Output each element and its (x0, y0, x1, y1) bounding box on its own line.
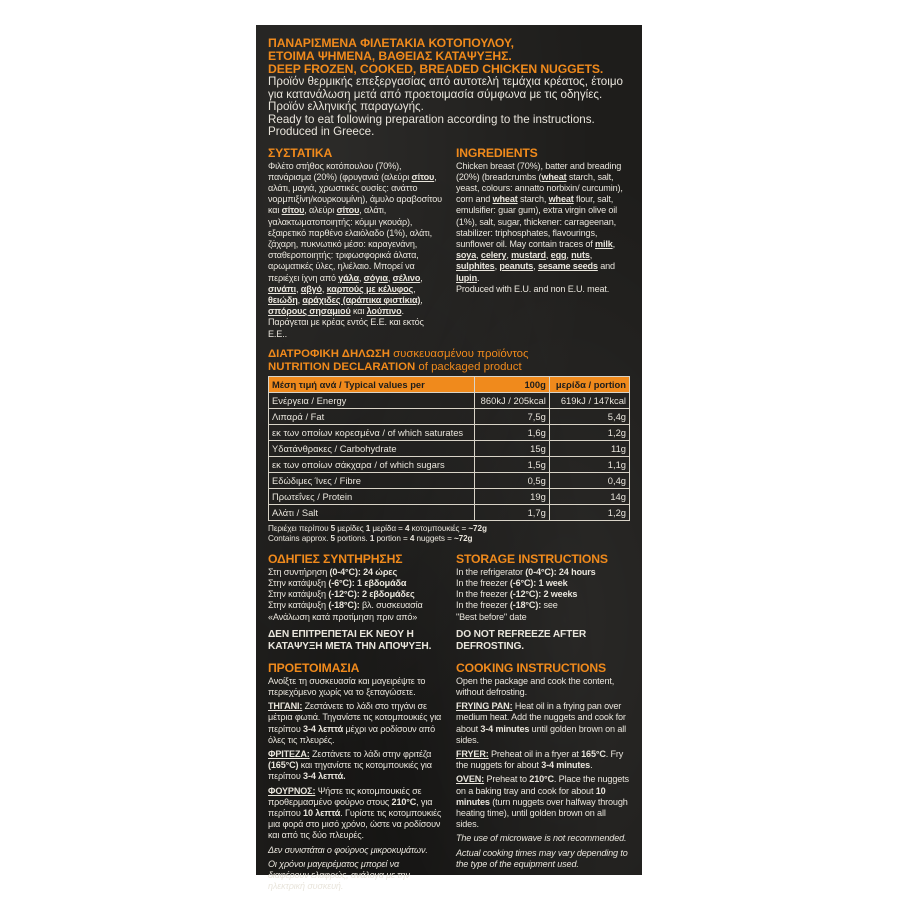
cooking-en-microwave: The use of microwave is not recommended. (456, 833, 627, 844)
intro-en-origin: Produced in Greece. (268, 125, 375, 138)
intro-en: Ready to eat following preparation according to the instructions. (268, 112, 595, 126)
value-100g: 0,5g (474, 472, 549, 488)
ingredients-en (456, 147, 630, 340)
cooking-gr-oven: ΦΟΥΡΝΟΣ: Ψήστε τις κοτομπουκιές σε προθερμασμένο φούρνο στους 210°C, για περίπου 10 λεπτά. Γυρίστε τις κοτομπουκιές μια φορά στο μισό χρόνο, ώστε να ροδίσουν και από τις δύο πλευρές. (268, 785, 442, 841)
value-100g: 1,6g (474, 424, 549, 440)
nutrition-row (269, 392, 630, 408)
storage-en-line: In the freezer (-18°C): see (456, 600, 558, 611)
storage-gr-line: «Ανάλωση κατά προτίμηση πριν από» (268, 611, 418, 622)
nutrient-label: εκ των οποίων σάκχαρα / of which sugars (269, 456, 475, 472)
nutrition-row (269, 504, 630, 520)
nutrition-row (269, 424, 630, 440)
cooking-en-pan: FRYING PAN: Heat oil in a frying pan over medium heat. Add the nuggets and cook for about 3-4 minutes until golden brown on all sides. (456, 701, 626, 745)
refreeze-warning-gr: ΔΕΝ ΕΠΙΤΡΕΠΕΤΑΙ ΕΚ ΝΕΟΥ Η ΚΑΤΑΨΥΞΗ ΜΕΤΑ ΤΗΝ ΑΠΟΨΥΞΗ. (268, 628, 432, 653)
storage-en-line: "Best before" date (456, 611, 527, 622)
value-portion: 0,4g (549, 472, 629, 488)
value-100g: 860kJ / 205kcal (474, 392, 549, 408)
storage-gr-heading: ΟΔΗΓΙΕΣ ΣΥΝΤΗΡΗΣΗΣ (268, 551, 403, 566)
nutrient-label: Λιπαρά / Fat (269, 408, 475, 424)
cooking-en-note: Actual cooking times may vary depending to the type of the equipment used. (456, 847, 628, 869)
ingredients-en-text: Chicken breast (70%), batter and breading (20%) (breadcrumbs (wheat starch, salt, yeast, colours: annatto norbixin/ curcumin), corn and wheat starch, wheat flour, salt, emulsifier: guar gum), extra virgin olive oil (1%), salt, sugar, thickener: carrageenan, stabilizer: triphosphates, flavourings, sunflower oil. May contain traces of milk, soya, celery, mustard, egg, nuts, sulphites, peanuts, sesame seeds and lupin. (456, 160, 623, 283)
storage-gr-line: Στην κατάψυξη (-12°C): 2 εβδομάδες (268, 589, 415, 600)
ingredients-section (268, 147, 630, 340)
nutrition-heading-gr: ΔΙΑΤΡΟΦΙΚΗ ΔΗΛΩΣΗ συσκευασμένου προϊόντος (268, 347, 529, 360)
intro-gr: Προϊόν θερμικής επεξεργασίας από αυτοτελή τεμάχια κρέατος, έτοιμο για κατανάλωση μετά από προετοιμασία σύμφωνα με τις οδηγίες. (268, 75, 623, 101)
storage-gr-line: Στην κατάψυξη (-6°C): 1 εβδομάδα (268, 577, 407, 588)
storage-en-line: In the freezer (-12°C): 2 weeks (456, 589, 578, 600)
storage-en-line: In the refrigerator (0-4°C): 24 hours (456, 566, 596, 577)
cooking-gr-note: Οι χρόνοι μαγειρέματος μπορεί να διαφέρουν ελαφρώς, ανάλογα με την ηλεκτρική συσκευή. (268, 858, 410, 892)
storage-section (268, 553, 630, 654)
nutrition-heading-en: NUTRITION DECLARATION of packaged product (268, 360, 522, 373)
portions-gr: Περιέχει περίπου 5 μερίδες 1 μερίδα = 4 κοτομπουκιές = ~72g (268, 523, 487, 533)
cooking-gr (268, 662, 442, 893)
intro-gr-origin: Προϊόν ελληνικής παραγωγής. (268, 100, 424, 113)
col-portion: μερίδα / portion (549, 376, 629, 392)
value-portion: 11g (549, 440, 629, 456)
ingredients-gr-text: Φιλέτο στήθος κοτόπουλου (70%), πανάρισμα (20%) (φρυγανιά (αλεύρι σίτου, αλάτι, μαγιά, χρωστικές ουσίες: ανάττο νορμπιξίνη/κουρκουμίνη), άμυλο αραβοσίτου και σίτου, αλεύρι σίτου, αλάτι, γαλακτωματοποιητής: κόμμι γκουάρ), εξαιρετικό παρθένο ελαιόλαδο (1%), αλάτι, ζάχαρη, πυκνωτικό μέσο: καραγενάνη, σταθεροποιητής: τριφωσφορικά άλατα, αρωματικές ύλες, ηλιέλαιο. Μπορεί να περιέχει ίχνη από γάλα, σόγια, σέλινο, σινάπι, αβγό, καρπούς με κέλυφος, θειώδη, αράχιδες (αράπικα φιστίκια), σπόρους σησαμιού και λούπινο. (268, 160, 443, 317)
cooking-en (456, 662, 630, 893)
cooking-section (268, 662, 630, 893)
nutrition-row (269, 440, 630, 456)
product-description (268, 76, 630, 139)
title-gr-line1: ΠΑΝΑΡΙΣΜΕΝΑ ΦΙΛΕΤΑΚΙΑ ΚΟΤΟΠΟΥΛΟΥ, (268, 36, 514, 50)
cooking-gr-heading: ΠΡΟΕΤΟΙΜΑΣΙΑ (268, 660, 360, 675)
storage-en (456, 553, 630, 654)
value-100g: 19g (474, 488, 549, 504)
value-portion: 1,2g (549, 424, 629, 440)
nutrient-label: Πρωτεΐνες / Protein (269, 488, 475, 504)
nutrition-table-header (269, 376, 630, 392)
cooking-en-intro: Open the package and cook the content, without defrosting. (456, 675, 615, 697)
nutrient-label: Υδατάνθρακες / Carbohydrate (269, 440, 475, 456)
nutrition-table (268, 376, 630, 521)
storage-en-line: In the freezer (-6°C): 1 week (456, 577, 568, 588)
title-gr-line2: ΕΤΟΙΜΑ ΨΗΜΕΝΑ, ΒΑΘΕΙΑΣ ΚΑΤΑΨΥΞΗΣ. (268, 49, 512, 63)
nutrition-footnote (268, 524, 630, 545)
nutrition-row (269, 472, 630, 488)
cooking-gr-microwave: Δεν συνιστάται ο φούρνος μικροκυμάτων. (268, 844, 428, 855)
ingredients-gr-origin: Παράγεται με κρέας εντός Ε.Ε. και εκτός Ε.Ε.. (268, 317, 424, 339)
ingredients-gr-heading: ΣΥΣΤΑΤΙΚΑ (268, 145, 333, 160)
storage-gr-line: Στην κατάψυξη (-18°C): βλ. συσκευασία (268, 600, 423, 611)
value-100g: 15g (474, 440, 549, 456)
nutrient-label: Εδώδιμες Ίνες / Fibre (269, 472, 475, 488)
storage-gr (268, 553, 442, 654)
nutrient-label: εκ των οποίων κορεσμένα / of which saturates (269, 424, 475, 440)
value-100g: 7,5g (474, 408, 549, 424)
cooking-en-oven: OVEN: Preheat to 210°C. Place the nuggets on a baking tray and cook for about 10 minutes (turn nuggets over halfway through heating time), until golden brown on all sides. (456, 774, 629, 830)
value-portion: 1,1g (549, 456, 629, 472)
cooking-gr-pan: ΤΗΓΑΝΙ: Ζεστάνετε το λάδι στο τηγάνι σε μέτρια φωτιά. Τηγανίστε τις κοτομπουκιές για περίπου 3-4 λεπτά μέχρι να ροδίσουν από όλες τις πλευρές. (268, 701, 442, 745)
ingredients-en-heading: INGREDIENTS (456, 145, 538, 160)
ingredients-en-origin: Produced with E.U. and non E.U. meat. (456, 283, 610, 294)
nutrition-row (269, 488, 630, 504)
nutrition-section (268, 348, 630, 545)
nutrient-label: Αλάτι / Salt (269, 504, 475, 520)
nutrition-row (269, 456, 630, 472)
cooking-en-fryer: FRYER: Preheat oil in a fryer at 165°C. Fry the nuggets for about 3-4 minutes. (456, 748, 624, 771)
value-portion: 14g (549, 488, 629, 504)
nutrition-row (269, 408, 630, 424)
cooking-en-heading: COOKING INSTRUCTIONS (456, 660, 607, 675)
value-portion: 5,4g (549, 408, 629, 424)
storage-en-heading: STORAGE INSTRUCTIONS (456, 551, 608, 566)
cooking-gr-intro: Ανοίξτε τη συσκευασία και μαγειρέψτε το περιεχόμενο χωρίς να το ξεπαγώσετε. (268, 675, 426, 697)
value-100g: 1,5g (474, 456, 549, 472)
product-title (268, 37, 630, 76)
cooking-gr-fryer: ΦΡΙΤΕΖΑ: Ζεστάνετε το λάδι στην φριτέζα (165°C) και τηγανίστε τις κοτομπουκιές για περίπου 3-4 λεπτά. (268, 748, 432, 782)
storage-gr-line: Στη συντήρηση (0-4°C): 24 ώρες (268, 566, 398, 577)
title-en: DEEP FROZEN, COOKED, BREADED CHICKEN NUGGETS. (268, 62, 604, 76)
col-100g: 100g (474, 376, 549, 392)
nutrient-label: Ενέργεια / Energy (269, 392, 475, 408)
refreeze-warning-en: DO NOT REFREEZE AFTER DEFROSTING. (456, 628, 587, 653)
value-portion: 619kJ / 147kcal (549, 392, 629, 408)
value-portion: 1,2g (549, 504, 629, 520)
col-label: Μέση τιμή ανά / Typical values per (269, 376, 475, 392)
portions-en: Contains approx. 5 portions. 1 portion = 4 nuggets = ~72g (268, 534, 473, 544)
package-back-label (256, 25, 642, 892)
ingredients-gr (268, 147, 442, 340)
value-100g: 1,7g (474, 504, 549, 520)
